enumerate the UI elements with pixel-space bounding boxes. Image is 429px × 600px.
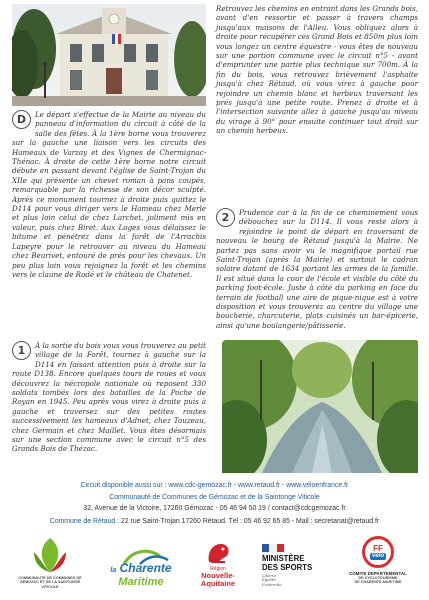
river-photo bbox=[222, 340, 418, 473]
nouvelle-aquitaine-logo bbox=[190, 540, 246, 588]
intro-text: Le départ s'effectue de la Mairie au niveau du panneau d'information du circuit à côté de la salle des fêtes. À la 1ère borne vous trouverez sur la gauche une liaison vers les circuits des Hameaux de Varzay et des Vignes de Chermignac-Thénac. À droite de cette 1ère borne notre circuit débute en passant devant l'église de Saint-Trojan du XIIe qui présente un chevet roman à pans coupés, remarquable par la richesse de son décor sculpté. Après ce monument tournez à droite puis quittez le D114 pour vous diriger vers le Hameau chez Merle et plus loin celui de chez Larchet, joliment mis en valeur, puis chez Biret. Aux Loges vous délaissez le bitume et pénétrez dans la forêt de l'Arrachis Lapeyre pour le retrouver au niveau du Hameau chez Beurivet, entouré de prés pour les chevaux. Un peu plus loin vous rejoignez la forêt et les chemins vers le claune de Rodé et le château de Chatenet. bbox=[12, 110, 206, 279]
footer-commune-line bbox=[0, 517, 429, 527]
min-des: DES SPORTS bbox=[262, 563, 313, 572]
ff-caption-3: DE CHARENTE-MARITIME bbox=[354, 580, 402, 585]
min-motto-2: Égalité bbox=[262, 577, 276, 583]
ff-text: FF bbox=[373, 543, 383, 553]
cdc-caption: COMMUNAUTÉ DE COMMUNES DE GÉMOZAC ET DE LA SAINTONGE VITICOLE bbox=[18, 576, 82, 589]
footer-websites[interactable]: Circuit disponible aussi sur : www.cdc-gemozac.fr - www.retaud.fr - www.véloenfrance.fr bbox=[80, 482, 349, 489]
na-aquitaine: Aquitaine bbox=[200, 579, 236, 588]
mairie-photo bbox=[12, 4, 206, 106]
continuation-paragraph bbox=[216, 4, 418, 136]
footer-cdc-name: Communauté de Communes de Gémozac et de la Saintonge Viticole bbox=[109, 494, 320, 501]
marker-2: 2 bbox=[216, 208, 235, 227]
intro-paragraph bbox=[12, 110, 206, 279]
cm-maritime: Maritime bbox=[118, 576, 164, 588]
cm-charente: Charente bbox=[119, 561, 172, 575]
na-nouvelle: Nouvelle- bbox=[201, 571, 235, 580]
section-2-paragraph bbox=[216, 208, 418, 330]
footer-cdc-address: 32, Avenue de la Victoire, 17260 Gémozac - 05 46 94 50 19 / contact@cdcgemozac.fr bbox=[83, 505, 346, 512]
section-2-text: Prudence car à la fin de ce cheminement vous débouchez sur la D114. Il vous reste alors à rejoindre le point de départ en traversant de nouveau le bourg de Rétaud jusqu'à la Mairie. Ne partez pas sans avoir vu le magnifique portail rue Saint-Trojan (après la Mairie) et surtout le cadran solaire datant de 1634 portant les armes de la famille. Il est situé dans la cour de l'école et visible du côté du parking foot-école. Juste à côté du parking en face du terrain de football une aire de pique-nique est à votre disposition et vous trouverez au centre du village une boucherie, charcuterie, plats cuisinés un bar-épicerie, ainsi qu'une boulangerie/pâtisserie. bbox=[216, 208, 418, 330]
continuation-text: Retrouvez les chemins en entrant dans les Grands bois, avant d'en ressortir et passer à travers champs jusqu'aux maisons de l'Alleu. Vous obliquez alors à droite pour récupérer ces Grand Bois et 850m plus loin vous longez un centre équestre - vous êtes de nouveau sur une portion commune avec le circuit n°5 - avant d'emprunter une partie plus technique sur 700m. À la fin du bois, vous retrouvez brièvement l'asphalte jusqu'à chez Rétaud, où vous virez à gauche pour rejoindre un chemin blanc et herbeux traversant les prés jusqu'à une petite route. Prenez à droite et à l'intersection suivante allez à gauche jusqu'au niveau du virage à 90° pour ensuite continuer tout droit sur un chemin herbeux. bbox=[216, 4, 418, 136]
ministere-sports-logo bbox=[262, 544, 322, 587]
section-1-text: À la sortie du bois vous vous trouverez au petit village de la Forêt, tournez à gauche sur la D114 en faisant attention puis à droite sur la route D138. Encore quelques tours de roues et vous découvrez la nécropole nationale où reposent 330 soldats tombés lors des batailles de la Poche de Royan en 1945. Peu après vous virez à droite puis à gauche et traversez sur des petites routes successivement les hameaux d'Adnet, chez Touzeau, chez Germain et chez Maillet. Vous êtes désormais sur une section commune avec le circuit n°5 des Grands Bois de Thézac. bbox=[12, 341, 206, 454]
ffvelo-logo bbox=[338, 536, 418, 585]
ff-caption-2: DE CYCLOTOURISME bbox=[358, 576, 398, 580]
cm-la: la bbox=[110, 567, 117, 574]
charente-maritime-logo bbox=[104, 546, 178, 588]
section-1-paragraph bbox=[12, 341, 206, 454]
ff-caption-1: COMITE DEPARTEMENTAL bbox=[349, 571, 407, 576]
ff-velo-text: vélo bbox=[371, 552, 384, 559]
min-motto-3: Fraternité bbox=[262, 581, 282, 587]
footer-website-line bbox=[0, 481, 429, 491]
min-top: MINISTÈRE bbox=[262, 554, 305, 563]
footer-commune-contact: 22 rue Saint-Trojan 17260 Rétaud. Tél : 05 46 92 65 85 - Mail : secretariat@retaud.fr bbox=[119, 518, 380, 525]
footer-commune-label: Commune de Rétaud : bbox=[49, 518, 120, 525]
cdc-gemozac-logo bbox=[14, 536, 86, 589]
partner-logos bbox=[0, 534, 429, 600]
marker-1: 1 bbox=[12, 341, 31, 360]
ffvelo-badge bbox=[362, 536, 394, 568]
cdc-leaf-icon bbox=[26, 536, 74, 576]
french-flag-icon bbox=[262, 544, 284, 552]
min-motto-1: Liberté bbox=[262, 573, 277, 578]
lion-icon bbox=[203, 540, 233, 566]
na-region: Région bbox=[210, 566, 226, 572]
marker-depart: D bbox=[12, 110, 31, 129]
